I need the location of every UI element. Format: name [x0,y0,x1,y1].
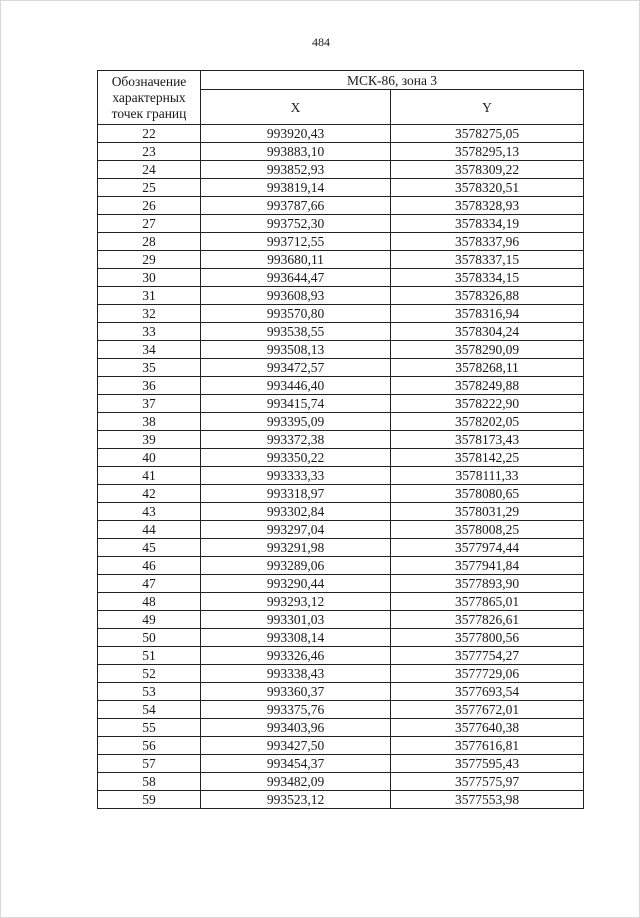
point-number-cell: 31 [98,287,201,305]
table-row [98,215,584,233]
y-coordinate-cell: 3577672,01 [391,701,584,719]
y-coordinate-cell: 3578304,24 [391,323,584,341]
x-coordinate-cell: 993302,84 [201,503,391,521]
point-number-cell: 50 [98,629,201,647]
point-number-cell: 23 [98,143,201,161]
y-coordinate-cell: 3578316,94 [391,305,584,323]
table-row [98,449,584,467]
point-number-cell: 43 [98,503,201,521]
table-row [98,341,584,359]
x-coordinate-cell: 993293,12 [201,593,391,611]
x-coordinate-cell: 993395,09 [201,413,391,431]
x-coordinate-cell: 993920,43 [201,125,391,143]
y-coordinate-cell: 3578337,96 [391,233,584,251]
y-coordinate-cell: 3578334,19 [391,215,584,233]
y-coordinate-cell: 3578295,13 [391,143,584,161]
table-row [98,701,584,719]
table-row [98,395,584,413]
point-number-cell: 34 [98,341,201,359]
point-number-cell: 57 [98,755,201,773]
y-coordinate-cell: 3577640,38 [391,719,584,737]
table-row [98,161,584,179]
y-coordinate-cell: 3577893,90 [391,575,584,593]
x-coordinate-cell: 993482,09 [201,773,391,791]
x-coordinate-cell: 993403,96 [201,719,391,737]
x-coordinate-cell: 993318,97 [201,485,391,503]
point-number-cell: 55 [98,719,201,737]
table-row [98,503,584,521]
table-row [98,755,584,773]
x-coordinate-cell: 993290,44 [201,575,391,593]
coordinate-system-header: МСК-86, зона 3 [201,71,584,90]
x-coordinate-cell: 993333,33 [201,467,391,485]
table-row [98,125,584,143]
x-coordinate-cell: 993752,30 [201,215,391,233]
y-coordinate-cell: 3577941,84 [391,557,584,575]
table-row [98,629,584,647]
table-row [98,485,584,503]
table-row [98,683,584,701]
x-coordinate-cell: 993301,03 [201,611,391,629]
y-coordinate-cell: 3578309,22 [391,161,584,179]
y-coordinate-cell: 3577800,56 [391,629,584,647]
x-coordinate-cell: 993326,46 [201,647,391,665]
x-coordinate-cell: 993360,37 [201,683,391,701]
point-number-cell: 49 [98,611,201,629]
point-number-cell: 35 [98,359,201,377]
table-row [98,773,584,791]
table-body [98,125,584,809]
x-coordinate-cell: 993608,93 [201,287,391,305]
point-number-cell: 37 [98,395,201,413]
point-number-cell: 38 [98,413,201,431]
y-coordinate-cell: 3578111,33 [391,467,584,485]
y-coordinate-cell: 3577729,06 [391,665,584,683]
point-number-cell: 45 [98,539,201,557]
x-coordinate-cell: 993508,13 [201,341,391,359]
y-coordinate-cell: 3577754,27 [391,647,584,665]
point-number-cell: 44 [98,521,201,539]
table-row [98,611,584,629]
y-coordinate-cell: 3577693,54 [391,683,584,701]
point-number-cell: 28 [98,233,201,251]
x-coordinate-cell: 993291,98 [201,539,391,557]
point-number-cell: 32 [98,305,201,323]
point-label-header: Обозначение характерных точек границ [98,71,201,125]
table-header [98,71,584,125]
x-coordinate-cell: 993472,57 [201,359,391,377]
point-number-cell: 48 [98,593,201,611]
y-coordinate-cell: 3578080,65 [391,485,584,503]
table-row [98,179,584,197]
y-coordinate-cell: 3577826,61 [391,611,584,629]
y-column-header: Y [391,90,584,125]
y-coordinate-cell: 3578334,15 [391,269,584,287]
table-row [98,575,584,593]
point-number-cell: 56 [98,737,201,755]
x-coordinate-cell: 993852,93 [201,161,391,179]
table-row [98,557,584,575]
point-number-cell: 36 [98,377,201,395]
point-number-cell: 26 [98,197,201,215]
x-coordinate-cell: 993644,47 [201,269,391,287]
x-coordinate-cell: 993372,38 [201,431,391,449]
y-coordinate-cell: 3578008,25 [391,521,584,539]
x-coordinate-cell: 993297,04 [201,521,391,539]
table-row [98,593,584,611]
x-coordinate-cell: 993289,06 [201,557,391,575]
y-coordinate-cell: 3577974,44 [391,539,584,557]
y-coordinate-cell: 3578222,90 [391,395,584,413]
x-coordinate-cell: 993308,14 [201,629,391,647]
x-coordinate-cell: 993350,22 [201,449,391,467]
table-row [98,647,584,665]
table-row [98,359,584,377]
y-coordinate-cell: 3578290,09 [391,341,584,359]
table-row [98,197,584,215]
point-number-cell: 30 [98,269,201,287]
y-coordinate-cell: 3577616,81 [391,737,584,755]
table-row [98,323,584,341]
table-row [98,287,584,305]
table-row [98,269,584,287]
x-coordinate-cell: 993819,14 [201,179,391,197]
x-column-header: X [201,90,391,125]
page-number: 484 [312,35,330,49]
y-coordinate-cell: 3578326,88 [391,287,584,305]
point-number-cell: 22 [98,125,201,143]
table-row [98,233,584,251]
y-coordinate-cell: 3577553,98 [391,791,584,809]
x-coordinate-cell: 993427,50 [201,737,391,755]
x-coordinate-cell: 993375,76 [201,701,391,719]
x-coordinate-cell: 993570,80 [201,305,391,323]
y-coordinate-cell: 3578328,93 [391,197,584,215]
x-coordinate-cell: 993680,11 [201,251,391,269]
y-coordinate-cell: 3578031,29 [391,503,584,521]
point-number-cell: 39 [98,431,201,449]
point-number-cell: 51 [98,647,201,665]
y-coordinate-cell: 3577575,97 [391,773,584,791]
point-number-cell: 59 [98,791,201,809]
point-number-cell: 24 [98,161,201,179]
table-row [98,791,584,809]
table-row [98,305,584,323]
y-coordinate-cell: 3578249,88 [391,377,584,395]
y-coordinate-cell: 3578142,25 [391,449,584,467]
x-coordinate-cell: 993787,66 [201,197,391,215]
table-row [98,665,584,683]
y-coordinate-cell: 3578337,15 [391,251,584,269]
y-coordinate-cell: 3578202,05 [391,413,584,431]
x-coordinate-cell: 993446,40 [201,377,391,395]
point-number-cell: 52 [98,665,201,683]
y-coordinate-cell: 3577595,43 [391,755,584,773]
x-coordinate-cell: 993883,10 [201,143,391,161]
table-row [98,521,584,539]
x-coordinate-cell: 993338,43 [201,665,391,683]
table-row [98,467,584,485]
point-number-cell: 29 [98,251,201,269]
table-row [98,143,584,161]
x-coordinate-cell: 993415,74 [201,395,391,413]
point-number-cell: 58 [98,773,201,791]
point-number-cell: 40 [98,449,201,467]
x-coordinate-cell: 993538,55 [201,323,391,341]
table-row [98,431,584,449]
point-number-cell: 46 [98,557,201,575]
point-number-cell: 42 [98,485,201,503]
x-coordinate-cell: 993454,37 [201,755,391,773]
table-row [98,539,584,557]
y-coordinate-cell: 3578275,05 [391,125,584,143]
point-number-cell: 33 [98,323,201,341]
point-number-cell: 47 [98,575,201,593]
coordinates-table [97,70,584,809]
y-coordinate-cell: 3578320,51 [391,179,584,197]
table-row [98,251,584,269]
table-row [98,737,584,755]
table-row [98,413,584,431]
x-coordinate-cell: 993523,12 [201,791,391,809]
point-number-cell: 53 [98,683,201,701]
point-number-cell: 25 [98,179,201,197]
table-row [98,377,584,395]
point-number-cell: 41 [98,467,201,485]
y-coordinate-cell: 3577865,01 [391,593,584,611]
y-coordinate-cell: 3578173,43 [391,431,584,449]
point-number-cell: 27 [98,215,201,233]
x-coordinate-cell: 993712,55 [201,233,391,251]
y-coordinate-cell: 3578268,11 [391,359,584,377]
table-row [98,719,584,737]
point-number-cell: 54 [98,701,201,719]
